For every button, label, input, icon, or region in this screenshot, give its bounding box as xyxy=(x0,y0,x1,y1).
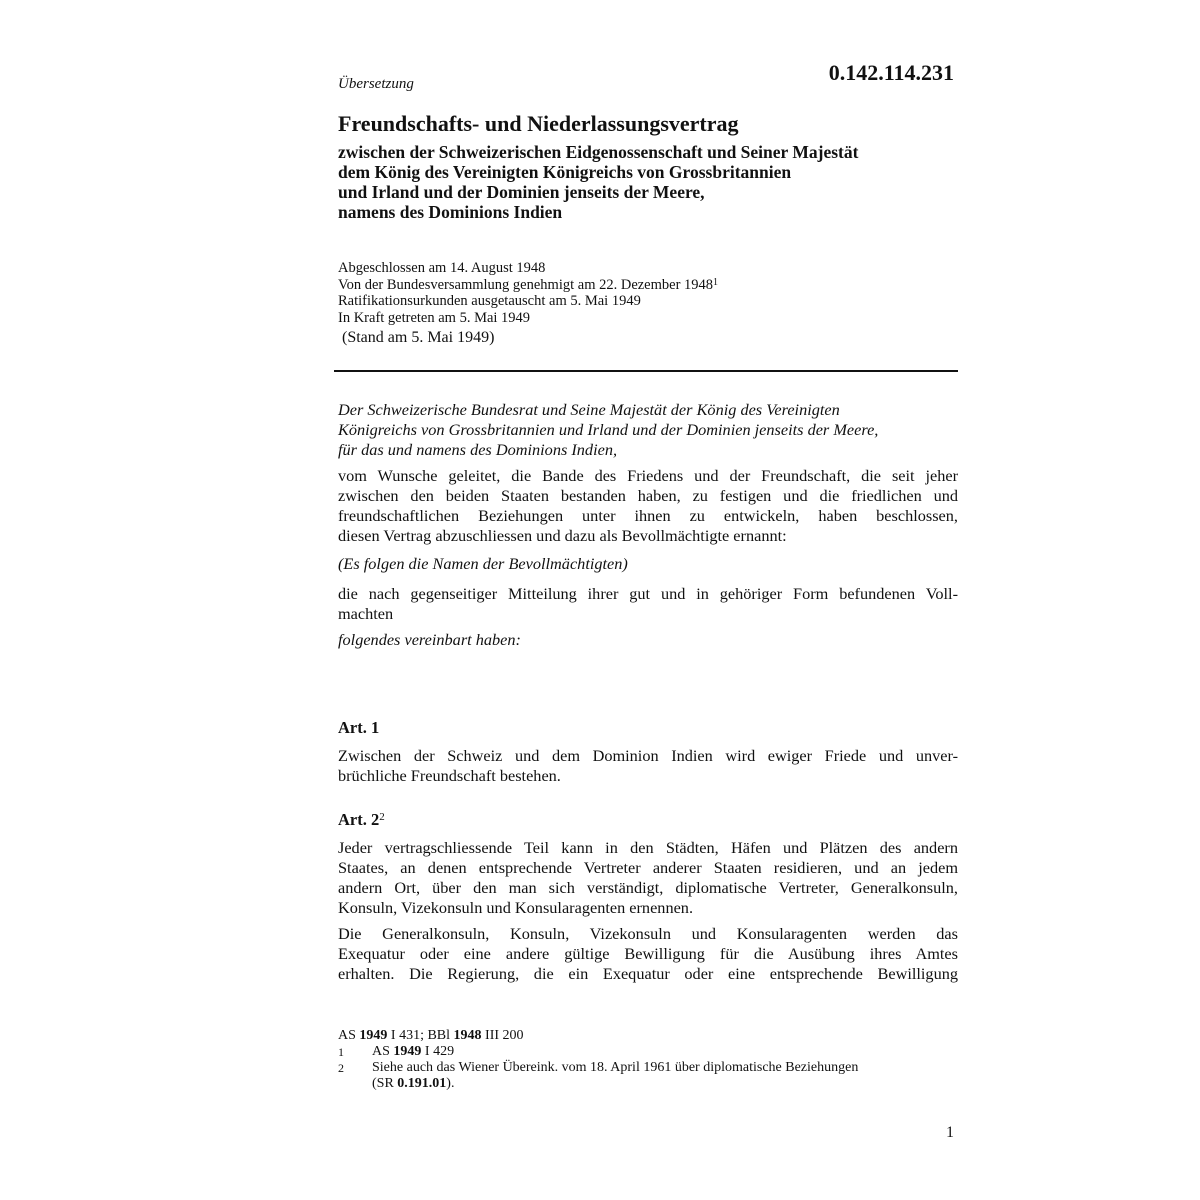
page-number: 1 xyxy=(946,1124,954,1141)
footnote-text-part: AS xyxy=(372,1044,394,1059)
date-approved: Von der Bundesversammlung genehmigt am 22. Dezember 1948 xyxy=(338,276,714,293)
text-line: Exequatur oder eine andere gültige Bewilligung für die Ausübung ihres Amtes xyxy=(338,944,958,963)
sr-number: 0.142.114.231 xyxy=(828,60,954,85)
text-line: die nach gegenseitiger Mitteilung ihrer gut und in gehöriger Form befundenen Voll- xyxy=(338,584,958,603)
footnote-text-part: Siehe auch das Wiener Übereink. vom 18. April 1961 über diplomatische Beziehungen xyxy=(372,1060,859,1075)
date-in-force: In Kraft getreten am 5. Mai 1949 xyxy=(338,309,531,326)
article-paragraph xyxy=(338,924,958,984)
date-ratified: Ratifikationsurkunden ausgetauscht am 5. Mai 1949 xyxy=(338,293,641,309)
source-text: III 200 xyxy=(481,1028,524,1043)
header-divider xyxy=(334,370,958,372)
footnote-1 xyxy=(338,1044,958,1060)
source-text: I 431; BBl xyxy=(387,1028,454,1043)
article-1 xyxy=(338,718,958,786)
article-paragraph xyxy=(338,838,958,918)
footnote-text-part: (SR xyxy=(372,1076,398,1091)
document-title: Freundschafts- und Niederlassungsvertrag xyxy=(338,111,739,136)
footnote-text xyxy=(372,1044,958,1060)
text-line: andern Ort, über den man sich verständigt, diplomatische Vertreter, Generalkonsuln, xyxy=(338,878,958,897)
text-line: zwischen den beiden Staaten bestanden haben, zu festigen und die friedlichen und xyxy=(338,486,958,505)
footnote-text-part: I 429 xyxy=(421,1044,455,1059)
footnote-bold-part: 1949 xyxy=(393,1044,422,1059)
subtitle-line: namens des Dominions Indien xyxy=(338,202,563,222)
footnote-ref[interactable]: 2 xyxy=(379,811,385,823)
article-heading: Art. 1 xyxy=(338,718,380,737)
footnote-number: 1 xyxy=(338,1045,344,1059)
preamble-plenipotentiaries: (Es folgen die Namen der Bevollmächtigten) xyxy=(338,554,628,573)
text-line: Jeder vertragschliessende Teil kann in den Städten, Häfen und Plätzen des andern xyxy=(338,838,958,857)
text-line: Der Schweizerische Bundesrat und Seine Majestät der König des Vereinigten xyxy=(338,400,840,419)
footnotes xyxy=(338,1028,958,1092)
footnote-text-part: ). xyxy=(446,1076,455,1091)
text-line: freundschaftlichen Beziehungen unter ihnen zu entwickeln, haben beschlossen, xyxy=(338,506,958,525)
footnote-bold-part[interactable]: 0.191.01 xyxy=(397,1076,447,1091)
source-year: 1949 xyxy=(359,1028,388,1043)
article-2 xyxy=(338,810,958,984)
text-line: Staates, an denen entsprechende Vertreter anderer Staaten residieren, und an jedem xyxy=(338,858,958,877)
text-line: machten xyxy=(338,604,394,623)
preamble-motive xyxy=(338,466,958,546)
translation-label: Übersetzung xyxy=(338,76,414,92)
text-line: Königreichs von Grossbritannien und Irland und der Dominien jenseits der Meere, xyxy=(338,420,879,439)
article-heading: Art. 2 xyxy=(338,810,380,829)
status-date: (Stand am 5. Mai 1949) xyxy=(342,329,495,346)
document-page xyxy=(338,60,958,1141)
subtitle-line: zwischen der Schweizerischen Eidgenossenschaft und Seiner Majestät xyxy=(338,142,859,162)
footnote-2 xyxy=(338,1060,958,1092)
source-reference xyxy=(338,1028,958,1044)
subtitle-line: dem König des Vereinigten Königreichs von Grossbritannien xyxy=(338,162,792,182)
text-line: Zwischen der Schweiz und dem Dominion Indien wird ewiger Friede und unver- xyxy=(338,746,958,765)
text-line: für das und namens des Dominions Indien, xyxy=(338,440,618,459)
text-line: brüchliche Freundschaft bestehen. xyxy=(338,766,561,785)
preamble-parties xyxy=(338,400,958,460)
text-line: Konsuln, Vizekonsuln und Konsularagenten ernennen. xyxy=(338,898,694,917)
source-year: 1948 xyxy=(453,1028,482,1043)
text-line: Die Generalkonsuln, Konsuln, Vizekonsuln und Konsularagenten werden das xyxy=(338,924,958,943)
preamble-agreed: folgendes vereinbart haben: xyxy=(338,630,521,649)
footnote-text xyxy=(372,1060,958,1092)
text-line: diesen Vertrag abzuschliessen und dazu als Bevollmächtigte ernannt: xyxy=(338,526,787,545)
article-paragraph xyxy=(338,746,958,786)
date-concluded: Abgeschlossen am 14. August 1948 xyxy=(338,260,546,276)
footnote-number: 2 xyxy=(338,1061,344,1075)
article-heading-line xyxy=(338,810,958,830)
document-subtitle xyxy=(338,142,958,222)
treaty-body xyxy=(338,400,958,984)
preamble-credentials xyxy=(338,584,958,624)
page-header xyxy=(338,60,958,100)
date-approved-line xyxy=(338,277,958,294)
footnote-ref[interactable]: 1 xyxy=(713,276,719,288)
subtitle-line: und Irland und der Dominien jenseits der Meere, xyxy=(338,182,705,202)
text-line: vom Wunsche geleitet, die Bande des Friedens und der Freundschaft, die seit jeher xyxy=(338,466,958,485)
text-line: erhalten. Die Regierung, die ein Exequatur oder eine entsprechende Bewilligung xyxy=(338,964,958,983)
treaty-dates xyxy=(338,260,958,326)
source-text: AS xyxy=(338,1028,360,1043)
